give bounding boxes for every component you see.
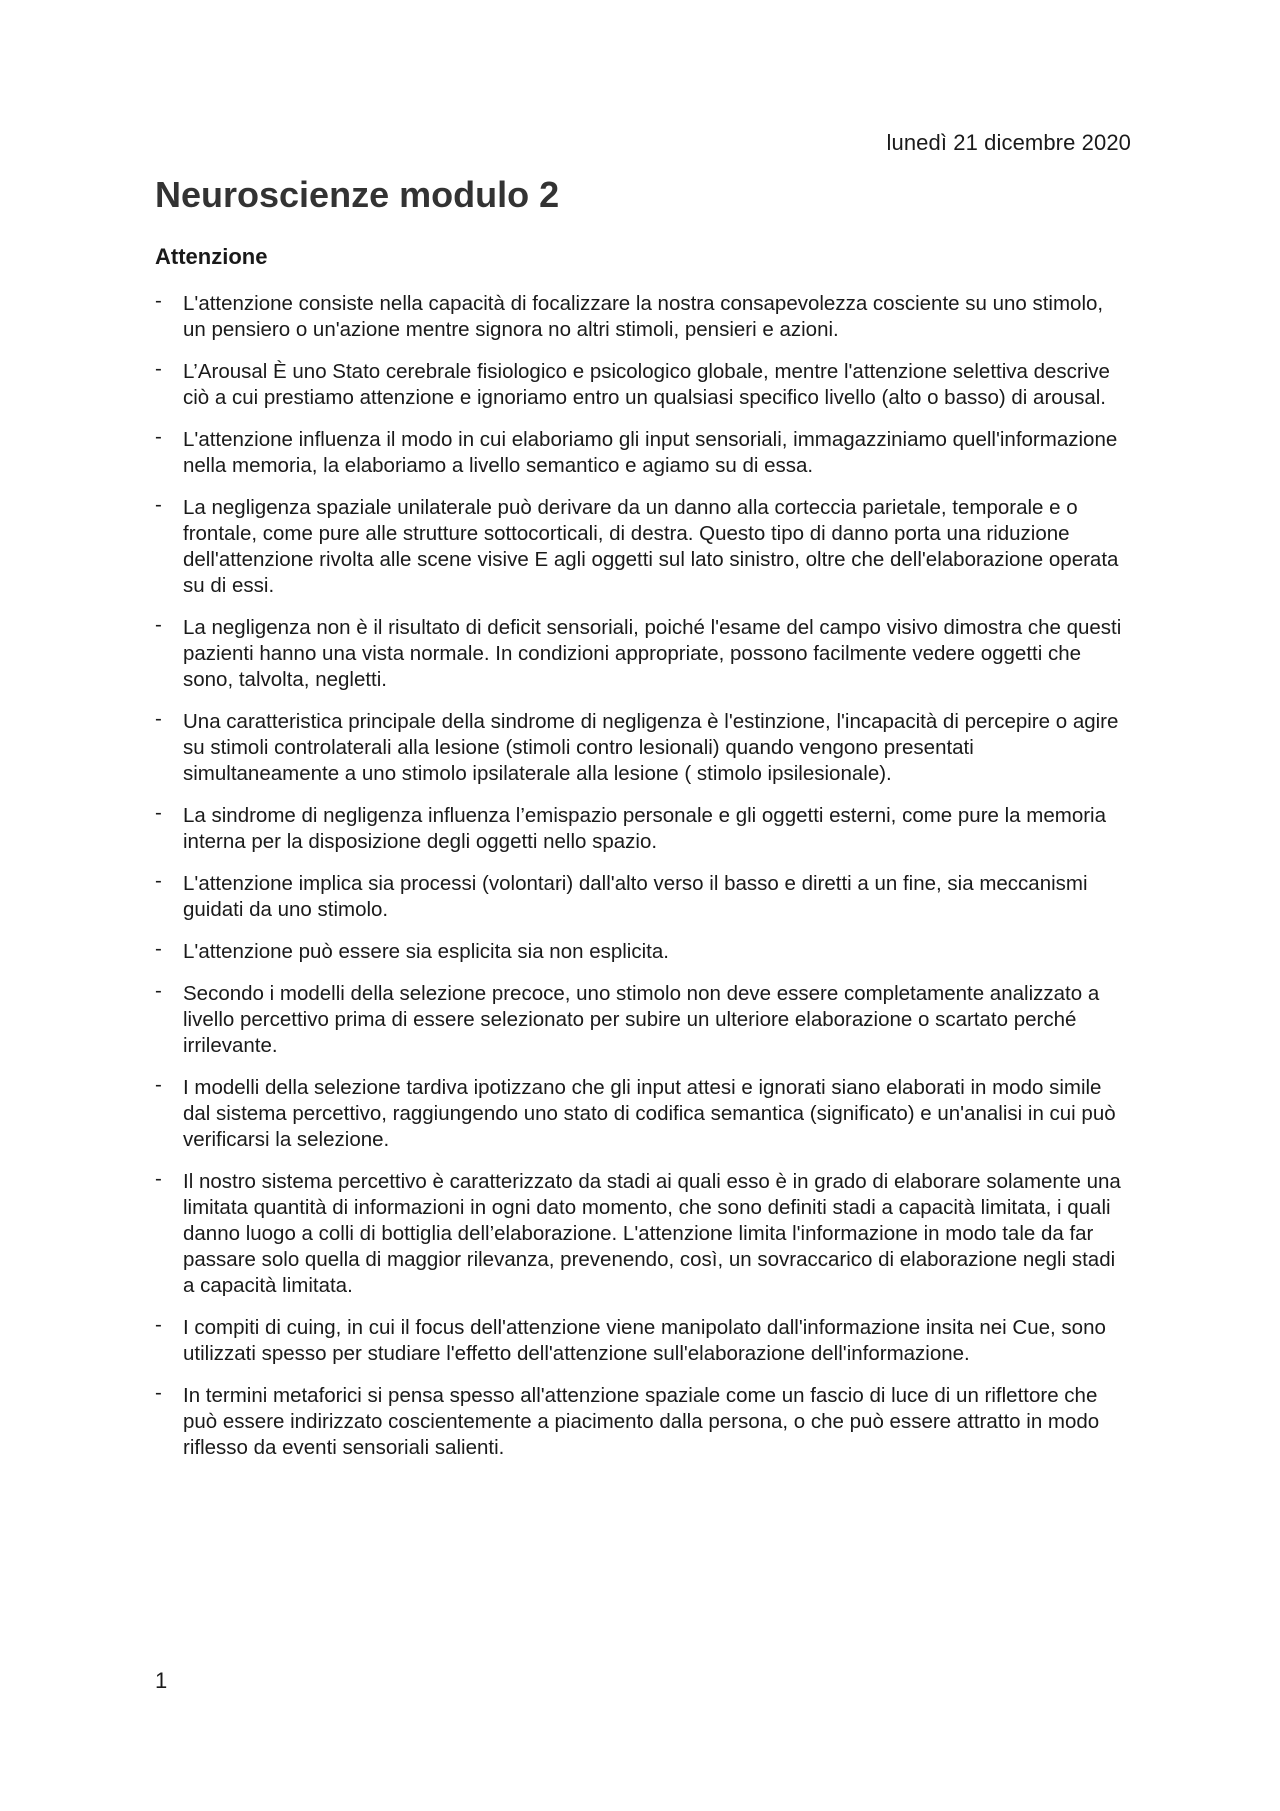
page-date: lunedì 21 dicembre 2020: [886, 130, 1131, 155]
list-item: [155, 615, 1130, 693]
bullet-dash: -: [155, 613, 162, 636]
bullet-list: [155, 291, 1130, 1477]
list-item-text: I compiti di cuing, in cui il focus dell'attenzione viene manipolato dall'informazione insita nei Cue, sono utilizzati spesso per studiare l'effetto dell'attenzione sull'elaborazione dell'informazione.: [183, 1316, 1106, 1365]
list-item: [155, 1169, 1130, 1299]
list-item-text: La sindrome di negligenza influenza l’emispazio personale e gli oggetti esterni, come pure la memoria interna per la disposizione degli oggetti nello spazio.: [183, 804, 1107, 853]
list-item: [155, 291, 1130, 343]
page-title: Neuroscienze modulo 2: [155, 174, 560, 215]
list-item-text: L'attenzione influenza il modo in cui elaboriamo gli input sensoriali, immagazziniamo quell'informazione nella memoria, la elaboriamo a livello semantico e agiamo su di essa.: [183, 428, 1118, 477]
page-number: 1: [155, 1668, 168, 1693]
bullet-dash: -: [155, 1167, 162, 1190]
list-item: [155, 495, 1130, 599]
list-item-text: Una caratteristica principale della sindrome di negligenza è l'estinzione, l'incapacità di percepire o agire su stimoli controlaterali alla lesione (stimoli contro lesionali) quando vengono presentati simultaneamente a uno stimolo ipsilaterale alla lesione ( stimolo ipsilesionale).: [183, 710, 1119, 785]
list-item-text: L'attenzione consiste nella capacità di focalizzare la nostra consapevolezza cosciente su uno stimolo, un pensiero o un'azione mentre signora no altri stimoli, pensieri e azioni.: [183, 292, 1104, 341]
list-item: [155, 709, 1130, 787]
list-item: [155, 803, 1130, 855]
list-item-text: In termini metaforici si pensa spesso all'attenzione spaziale come un fascio di luce di un riflettore che può essere indirizzato coscientemente a piacimento dalla persona, o che può essere attratto in modo riflesso da eventi sensoriali salienti.: [183, 1384, 1100, 1459]
bullet-dash: -: [155, 707, 162, 730]
list-item-text: Secondo i modelli della selezione precoce, uno stimolo non deve essere completamente analizzato a livello percettivo prima di essere selezionato per subire un ulteriore elaborazione o scartato perché irrilevante.: [183, 982, 1100, 1057]
list-item: [155, 359, 1130, 411]
list-item: [155, 427, 1130, 479]
list-item-text: Il nostro sistema percettivo è caratterizzato da stadi ai quali esso è in grado di elaborare solamente una limitata quantità di informazioni in ogni dato momento, che sono definiti stadi a capacità limitata, i quali danno luogo a colli di bottiglia dell’elaborazione. L'attenzione limita l'informazione in modo tale da far passare solo quella di maggior rilevanza, prevenendo, così, un sovraccarico di elaborazione negli stadi a capacità limitata.: [183, 1170, 1121, 1297]
bullet-dash: -: [155, 1073, 162, 1096]
list-item-text: L’Arousal È uno Stato cerebrale fisiologico e psicologico globale, mentre l'attenzione selettiva descrive ciò a cui prestiamo attenzione e ignoriamo entro un qualsiasi specifico livello (alto o basso) di arousal.: [183, 360, 1110, 409]
bullet-dash: -: [155, 425, 162, 448]
bullet-dash: -: [155, 979, 162, 1002]
list-item: [155, 1315, 1130, 1367]
section-heading: Attenzione: [155, 244, 268, 269]
list-item-text: L'attenzione può essere sia esplicita sia non esplicita.: [183, 940, 669, 963]
bullet-dash: -: [155, 869, 162, 892]
bullet-dash: -: [155, 493, 162, 516]
list-item-text: La negligenza non è il risultato di deficit sensoriali, poiché l'esame del campo visivo dimostra che questi pazienti hanno una vista normale. In condizioni appropriate, possono facilmente vedere oggetti che sono, talvolta, negletti.: [183, 616, 1122, 691]
list-item: [155, 981, 1130, 1059]
list-item: [155, 1383, 1130, 1461]
list-item-text: L'attenzione implica sia processi (volontari) dall'alto verso il basso e diretti a un fine, sia meccanismi guidati da uno stimolo.: [183, 872, 1088, 921]
bullet-dash: -: [155, 937, 162, 960]
list-item: [155, 939, 1130, 965]
list-item: [155, 871, 1130, 923]
list-item: [155, 1075, 1130, 1153]
bullet-dash: -: [155, 289, 162, 312]
list-item-text: La negligenza spaziale unilaterale può derivare da un danno alla corteccia parietale, temporale e o frontale, come pure alle strutture sottocorticali, di destra. Questo tipo di danno porta una riduzione dell'attenzione rivolta alle scene visive E agli oggetti sul lato sinistro, oltre che dell'elaborazione operata su di essi.: [183, 496, 1119, 597]
bullet-dash: -: [155, 1313, 162, 1336]
bullet-dash: -: [155, 801, 162, 824]
bullet-dash: -: [155, 357, 162, 380]
bullet-dash: -: [155, 1381, 162, 1404]
list-item-text: I modelli della selezione tardiva ipotizzano che gli input attesi e ignorati siano elaborati in modo simile dal sistema percettivo, raggiungendo uno stato di codifica semantica (significato) e un'analisi in cui può verificarsi la selezione.: [183, 1076, 1116, 1151]
